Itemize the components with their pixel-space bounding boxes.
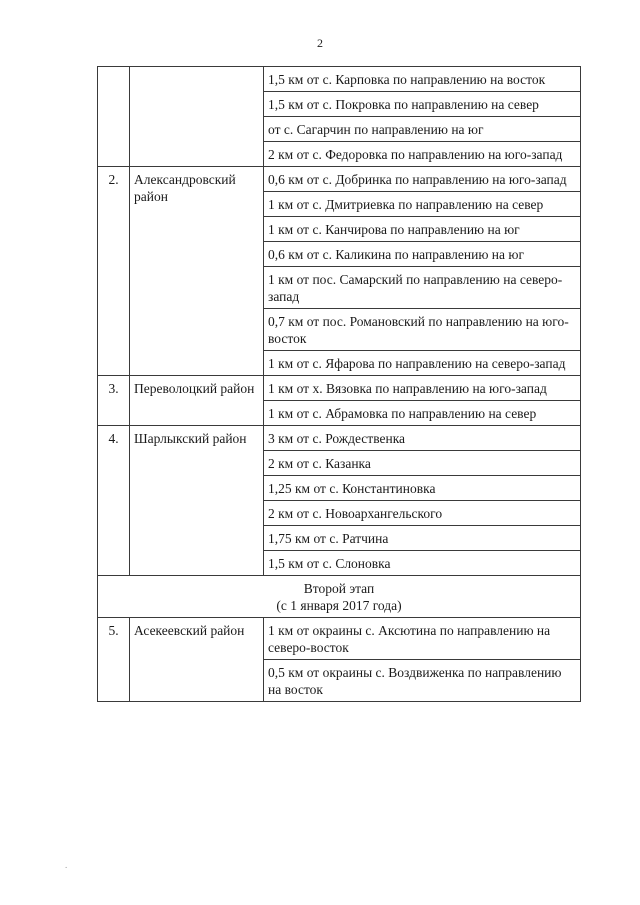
row-number: 5. — [98, 618, 130, 702]
location-cell: 0,7 км от пос. Романовский по направлению на юго-восток — [264, 309, 581, 351]
location-cell: 2 км от с. Новоархангельского — [264, 501, 581, 526]
stage-date: (с 1 января 2017 года) — [276, 598, 402, 613]
location-cell: 2 км от с. Казанка — [264, 451, 581, 476]
table-row — [98, 67, 581, 92]
location-cell: 1 км от х. Вязовка по направлению на юго-запад — [264, 376, 581, 401]
table-row — [98, 376, 581, 401]
footer-mark: . — [65, 860, 68, 870]
table-row — [98, 426, 581, 451]
location-cell: 1 км от окраины с. Аксютина по направлению на северо-восток — [264, 618, 581, 660]
location-cell: 3 км от с. Рождественка — [264, 426, 581, 451]
location-cell: 1 км от пос. Самарский по направлению на северо-запад — [264, 267, 581, 309]
row-number: 2. — [98, 167, 130, 376]
location-cell: 0,6 км от с. Каликина по направлению на юг — [264, 242, 581, 267]
stage-row — [98, 576, 581, 618]
location-cell: 2 км от с. Федоровка по направлению на юго-запад — [264, 142, 581, 167]
location-cell: 1 км от с. Абрамовка по направлению на север — [264, 401, 581, 426]
stage-heading — [98, 576, 581, 618]
location-cell: 0,5 км от окраины с. Воздвиженка по направлению на восток — [264, 660, 581, 702]
district-name: Александровский район — [130, 167, 264, 376]
row-number: 3. — [98, 376, 130, 426]
location-cell: 1,5 км от с. Слоновка — [264, 551, 581, 576]
table-row — [98, 167, 581, 192]
location-cell: 0,6 км от с. Добринка по направлению на юго-запад — [264, 167, 581, 192]
row-number: 4. — [98, 426, 130, 576]
location-cell: 1 км от с. Яфарова по направлению на северо-запад — [264, 351, 581, 376]
location-cell: 1,25 км от с. Константиновка — [264, 476, 581, 501]
page-number: 2 — [317, 36, 323, 50]
row-number — [98, 67, 130, 167]
districts-table — [97, 66, 581, 702]
location-cell: 1 км от с. Дмитриевка по направлению на север — [264, 192, 581, 217]
location-cell: 1,75 км от с. Ратчина — [264, 526, 581, 551]
location-cell: 1,5 км от с. Покровка по направлению на север — [264, 92, 581, 117]
location-cell: от с. Сагарчин по направлению на юг — [264, 117, 581, 142]
table-row — [98, 618, 581, 660]
district-name: Шарлыкский район — [130, 426, 264, 576]
district-name — [130, 67, 264, 167]
location-cell: 1 км от с. Канчирова по направлению на юг — [264, 217, 581, 242]
district-name: Переволоцкий район — [130, 376, 264, 426]
location-cell: 1,5 км от с. Карповка по направлению на восток — [264, 67, 581, 92]
stage-title: Второй этап — [303, 581, 375, 596]
district-name: Асекеевский район — [130, 618, 264, 702]
